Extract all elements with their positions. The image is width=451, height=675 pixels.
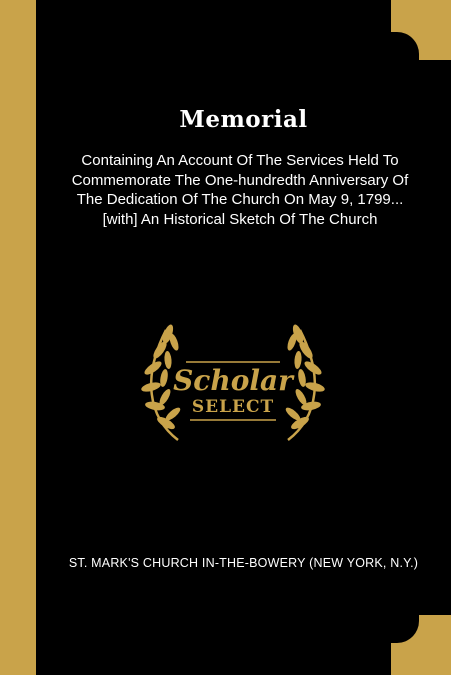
book-subtitle: Containing An Account Of The Services Held To Commemorate The One-hundredth Anniversary Of The Dedication Of The Church On May 9, 1799...[with] An Historical Sketch Of The Church [71, 152, 409, 228]
emblem-scholar-text: Scholar [173, 364, 293, 397]
gold-spine-stripe [0, 0, 36, 675]
emblem-select-text: SELECT [191, 397, 275, 417]
scholar-select-emblem [138, 322, 328, 446]
book-title: Memorial [179, 106, 308, 133]
book-author: ST. MARK'S CHURCH IN-THE-BOWERY (NEW YORK, N.Y.) [68, 556, 419, 570]
bottom-right-corner-ornament [391, 615, 451, 675]
top-right-corner-ornament [391, 0, 451, 60]
